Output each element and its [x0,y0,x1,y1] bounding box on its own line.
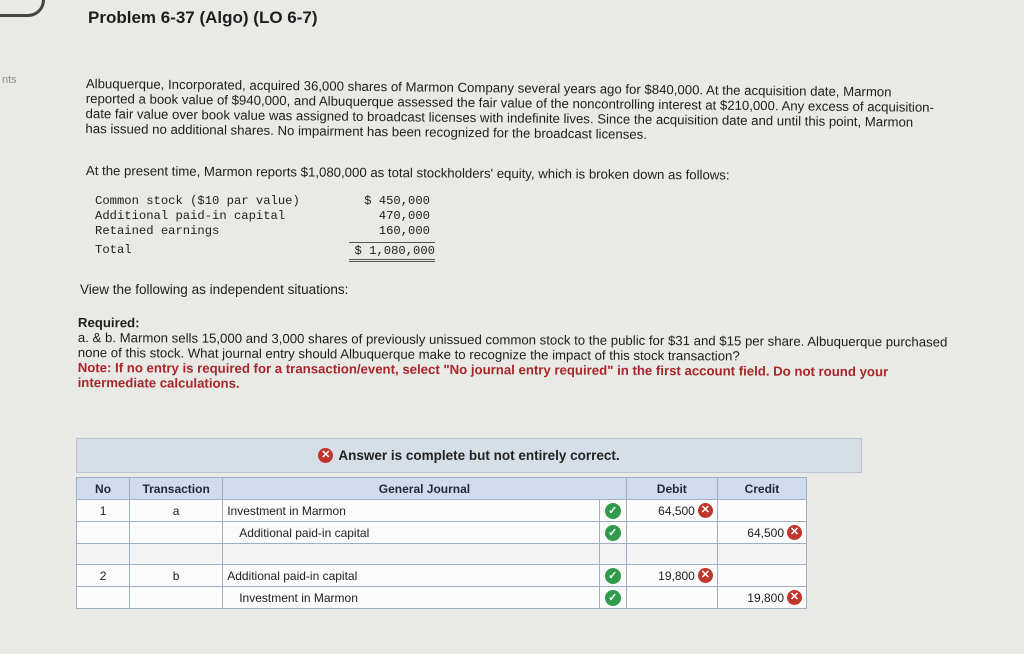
table-row [77,522,807,544]
col-header-transaction: Transaction [130,478,223,500]
debit-field[interactable] [626,522,717,544]
debit-amount: 64,500 [658,503,695,518]
equity-total-row [95,243,440,258]
debit-field[interactable] [626,500,717,522]
credit-field[interactable] [717,522,806,544]
check-icon: ✓ [605,525,621,541]
table-row [77,500,807,522]
credit-amount: 19,800 [747,590,784,605]
account-field[interactable]: Investment in Marmon [223,500,600,522]
check-icon: ✓ [605,590,621,606]
equity-row [95,194,440,209]
credit-field[interactable] [717,565,806,587]
table-spacer-row [77,544,807,565]
credit-field[interactable] [717,587,806,609]
note-text: Note: If no entry is required for a transaction/event, select "No journal entry required" in the first account field. Do not round your intermediate calculations. [77,359,889,391]
table-row [77,565,807,587]
equity-total-label: Total [95,243,132,257]
equity-row [95,224,440,239]
account-field[interactable]: Additional paid-in capital [223,565,600,587]
equity-label: Common stock ($10 par value) [95,194,300,208]
col-header-general-journal: General Journal [223,478,627,500]
col-header-debit: Debit [626,478,717,500]
x-icon: ✕ [787,525,802,540]
equity-label: Retained earnings [95,224,220,238]
required-text: a. & b. Marmon sells 15,000 and 3,000 shares of previously unissued common stock to the public for $31 and $15 per share. Albuquerque purchased none of this stock. What journal entry should Albuquerque make to recognize the impact of this stock transaction? [77,329,948,364]
journal-header-row [77,478,807,500]
answer-status-banner [76,438,862,473]
entry-number: 2 [77,565,130,587]
entry-number: 1 [77,500,130,522]
debit-field[interactable] [626,587,717,609]
equity-label: Additional paid-in capital [95,209,286,223]
x-icon: ✕ [698,503,713,518]
credit-field[interactable] [717,500,806,522]
answer-status-text: Answer is complete but not entirely correct. [338,448,620,463]
account-field[interactable]: Additional paid-in capital [223,522,600,544]
independent-situations-text: View the following as independent situations: [80,282,349,297]
problem-paragraph-2: At the present time, Marmon reports $1,080,000 as total stockholders' equity, which is broken down as follows: [85,163,730,183]
required-section [78,315,958,395]
transaction-select[interactable]: a [130,500,223,522]
gutter-label: nts [2,74,17,86]
equity-value: 470,000 [378,209,430,223]
equity-value: $ 450,000 [364,194,430,208]
equity-total-value: $ 1,080,000 [349,242,435,262]
equity-breakdown-table [95,194,440,258]
equity-value: 160,000 [378,224,430,238]
check-icon: ✓ [605,568,621,584]
problem-paragraph-1: Albuquerque, Incorporated, acquired 36,000 shares of Marmon Company several years ago for $840,000. At the acquisition date, Marmon reported a book value of $940,000, and Albuquerque assessed the fair value of the noncontrolling interest at $210,000. Any excess of acquisition-date fair value over book value was assigned to broadcast licenses with indefinite lives. Since the acquisition date and until this point, Marmon has issued no additional shares. No impairment has been recognized for the broadcast licenses. [85,76,935,142]
table-row [77,587,807,609]
journal-entry-table [76,477,807,609]
equity-row [95,209,440,224]
x-icon: ✕ [698,568,713,583]
check-icon: ✓ [605,503,621,519]
transaction-select[interactable]: b [130,565,223,587]
credit-amount: 64,500 [747,525,784,540]
problem-title: Problem 6-37 (Algo) (LO 6-7) [88,8,318,27]
debit-field[interactable] [626,565,717,587]
x-icon: ✕ [318,448,333,463]
col-header-no: No [77,478,130,500]
col-header-credit: Credit [717,478,806,500]
corner-arc-decoration [0,0,45,17]
account-field[interactable]: Investment in Marmon [223,587,600,609]
debit-amount: 19,800 [658,568,695,583]
required-heading: Required: [77,315,140,331]
x-icon: ✕ [787,590,802,605]
